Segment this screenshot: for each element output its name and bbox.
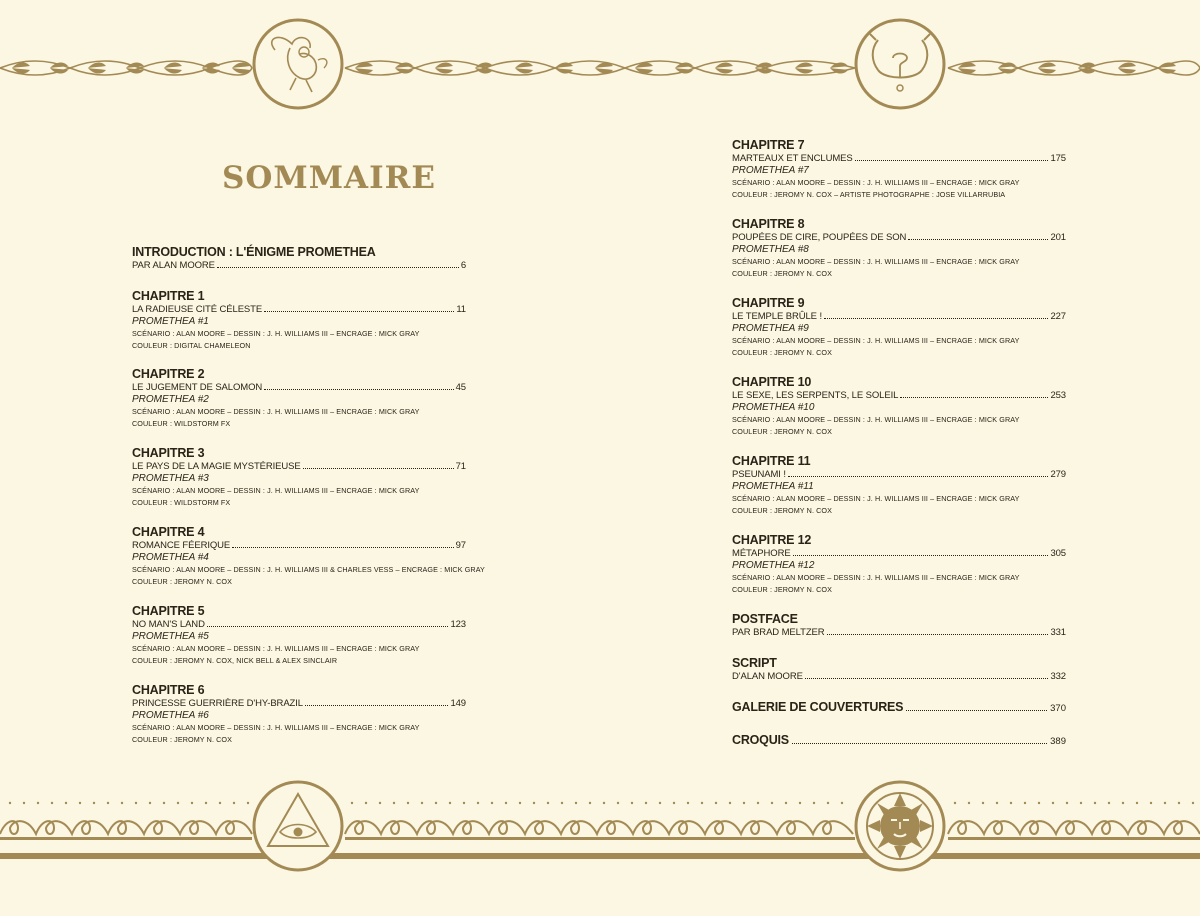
page-number: 227 bbox=[1050, 311, 1066, 322]
toc-entry-chapter[interactable] bbox=[132, 367, 466, 430]
toc-entry-croquis[interactable] bbox=[732, 733, 1066, 748]
vine-top-right bbox=[948, 61, 1200, 75]
chapter-title: NO MAN'S LAND bbox=[132, 619, 205, 630]
dotted-border-bottom bbox=[9, 802, 1194, 804]
series-issue: PROMETHEA #9 bbox=[732, 323, 809, 334]
chapter-title-row bbox=[732, 390, 1066, 402]
chapter-title-row bbox=[132, 619, 466, 631]
eye-of-providence-icon bbox=[254, 782, 342, 870]
dot-leader bbox=[906, 710, 1047, 711]
creator-credits: SCÉNARIO : ALAN MOORE – DESSIN : J. H. WILLIAMS III – ENCRAGE : MICK GRAY bbox=[132, 644, 420, 653]
toc-entry-chapter[interactable] bbox=[132, 604, 466, 667]
toc-entry-chapter[interactable] bbox=[132, 289, 466, 352]
dot-leader bbox=[217, 267, 459, 268]
page-number: 175 bbox=[1050, 153, 1066, 164]
chapter-label: CHAPITRE 3 bbox=[132, 446, 205, 460]
toc-entry-chapter[interactable] bbox=[732, 454, 1066, 517]
wave-border-bottom bbox=[0, 821, 1200, 859]
color-credit: COULEUR : JEROMY N. COX bbox=[132, 735, 233, 744]
color-credit: COULEUR : JEROMY N. COX bbox=[732, 427, 833, 436]
dot-leader bbox=[264, 311, 454, 312]
vine-top-left bbox=[0, 61, 252, 75]
vine-top-middle bbox=[345, 61, 855, 75]
caduceus-sigil-icon bbox=[856, 20, 944, 108]
dot-leader bbox=[824, 318, 1048, 319]
toc-entry-galerie[interactable] bbox=[732, 700, 1066, 715]
chapter-title-row bbox=[732, 153, 1066, 165]
color-credit: COULEUR : JEROMY N. COX – ARTISTE PHOTOGRAPHE : JOSE VILLARRUBIA bbox=[732, 190, 1006, 199]
creator-credits: SCÉNARIO : ALAN MOORE – DESSIN : J. H. WILLIAMS III – ENCRAGE : MICK GRAY bbox=[732, 336, 1020, 345]
chapter-label: CHAPITRE 7 bbox=[732, 138, 805, 152]
chapter-label: CHAPITRE 12 bbox=[732, 533, 812, 547]
chapter-label: CHAPITRE 1 bbox=[132, 289, 205, 303]
page-number: 97 bbox=[455, 540, 466, 551]
entry-subtitle: PAR ALAN MOORE bbox=[132, 260, 215, 271]
chapter-title: LE SEXE, LES SERPENTS, LE SOLEIL bbox=[732, 390, 899, 401]
dot-leader bbox=[788, 476, 1049, 477]
dot-leader bbox=[303, 468, 454, 469]
page-number: 201 bbox=[1050, 232, 1066, 243]
chapter-title: MARTEAUX ET ENCLUMES bbox=[732, 153, 853, 164]
chapter-title-row bbox=[732, 311, 1066, 323]
color-credit: COULEUR : WILDSTORM FX bbox=[132, 419, 231, 428]
page-number: 6 bbox=[460, 260, 466, 271]
chapter-title-row bbox=[732, 469, 1066, 481]
toc-entry-chapter[interactable] bbox=[732, 375, 1066, 438]
series-issue: PROMETHEA #3 bbox=[132, 473, 209, 484]
toc-entry-chapter[interactable] bbox=[732, 533, 1066, 596]
color-credit: COULEUR : JEROMY N. COX, NICK BELL & ALEX SINCLAIR bbox=[132, 656, 338, 665]
chapter-title: LE JUGEMENT DE SALOMON bbox=[132, 382, 263, 393]
chapter-title: LE TEMPLE BRÛLE ! bbox=[732, 311, 822, 322]
creator-credits: SCÉNARIO : ALAN MOORE – DESSIN : J. H. WILLIAMS III – ENCRAGE : MICK GRAY bbox=[732, 494, 1020, 503]
chapter-label: CHAPITRE 9 bbox=[732, 296, 805, 310]
chapter-title: ROMANCE FÉERIQUE bbox=[132, 540, 231, 551]
color-credit: COULEUR : JEROMY N. COX bbox=[732, 585, 833, 594]
page-number: 71 bbox=[455, 461, 466, 472]
color-credit: COULEUR : JEROMY N. COX bbox=[132, 577, 233, 586]
dot-leader bbox=[855, 160, 1049, 161]
series-issue: PROMETHEA #5 bbox=[132, 631, 209, 642]
chapter-label: CHAPITRE 5 bbox=[132, 604, 205, 618]
creator-credits: SCÉNARIO : ALAN MOORE – DESSIN : J. H. WILLIAMS III – ENCRAGE : MICK GRAY bbox=[732, 257, 1020, 266]
chapter-title-row bbox=[132, 540, 466, 552]
chapter-label: CHAPITRE 2 bbox=[132, 367, 205, 381]
chapter-label: CHAPITRE 4 bbox=[132, 525, 205, 539]
chapter-title-row bbox=[732, 232, 1066, 244]
chapter-title-row bbox=[132, 461, 466, 473]
dot-leader bbox=[264, 389, 454, 390]
creator-credits: SCÉNARIO : ALAN MOORE – DESSIN : J. H. WILLIAMS III – ENCRAGE : MICK GRAY bbox=[132, 407, 420, 416]
chapter-title: PRINCESSE GUERRIÈRE D'HY-BRAZIL bbox=[132, 698, 303, 709]
series-issue: PROMETHEA #7 bbox=[732, 165, 809, 176]
color-credit: COULEUR : JEROMY N. COX bbox=[732, 348, 833, 357]
series-issue: PROMETHEA #11 bbox=[732, 481, 814, 492]
color-credit: COULEUR : JEROMY N. COX bbox=[732, 506, 833, 515]
dot-leader bbox=[305, 705, 448, 706]
chapter-title-row bbox=[732, 548, 1066, 560]
toc-entry-chapter[interactable] bbox=[132, 446, 466, 509]
page-number: 253 bbox=[1050, 390, 1066, 401]
page-number: 331 bbox=[1050, 627, 1066, 638]
toc-entry-chapter[interactable] bbox=[132, 525, 485, 588]
creator-credits: SCÉNARIO : ALAN MOORE – DESSIN : J. H. WILLIAMS III – ENCRAGE : MICK GRAY bbox=[132, 329, 420, 338]
chapter-title-row bbox=[132, 698, 466, 710]
series-issue: PROMETHEA #6 bbox=[132, 710, 209, 721]
chapter-label: CHAPITRE 8 bbox=[732, 217, 805, 231]
dot-leader bbox=[805, 678, 1049, 679]
chapter-title: MÉTAPHORE bbox=[732, 548, 791, 559]
creator-credits: SCÉNARIO : ALAN MOORE – DESSIN : J. H. WILLIAMS III – ENCRAGE : MICK GRAY bbox=[132, 723, 420, 732]
page-number: 149 bbox=[450, 698, 466, 709]
toc-entry-script[interactable] bbox=[732, 656, 1066, 683]
dot-leader bbox=[827, 634, 1049, 635]
entry-heading: GALERIE DE COUVERTURES bbox=[732, 700, 904, 714]
page-number: 45 bbox=[455, 382, 466, 393]
creator-credits: SCÉNARIO : ALAN MOORE – DESSIN : J. H. WILLIAMS III & CHARLES VESS – ENCRAGE : MICK GRAY bbox=[132, 565, 485, 574]
page-number: 332 bbox=[1050, 671, 1066, 682]
chapter-title-row bbox=[132, 304, 466, 316]
entry-heading-row bbox=[732, 700, 1066, 715]
entry-subtitle-row bbox=[732, 671, 1066, 683]
page-number: 305 bbox=[1050, 548, 1066, 559]
chapter-title: PSEUNAMI ! bbox=[732, 469, 786, 480]
entry-heading-row bbox=[732, 733, 1066, 748]
dot-leader bbox=[207, 626, 449, 627]
color-credit: COULEUR : DIGITAL CHAMELEON bbox=[132, 341, 251, 350]
toc-entry-chapter[interactable] bbox=[732, 217, 1066, 280]
entry-subtitle-row bbox=[132, 260, 466, 272]
toc-entry-introduction[interactable] bbox=[132, 245, 466, 272]
creator-credits: SCÉNARIO : ALAN MOORE – DESSIN : J. H. WILLIAMS III – ENCRAGE : MICK GRAY bbox=[732, 573, 1020, 582]
entry-heading: INTRODUCTION : L'ÉNIGME PROMETHEA bbox=[132, 245, 376, 259]
dot-leader bbox=[232, 547, 453, 548]
page-number: 11 bbox=[456, 304, 466, 315]
entry-heading: CROQUIS bbox=[732, 733, 789, 747]
toc-entry-chapter[interactable] bbox=[732, 296, 1066, 359]
series-issue: PROMETHEA #10 bbox=[732, 402, 815, 413]
sun-face-icon bbox=[856, 782, 944, 870]
dot-leader bbox=[792, 743, 1047, 744]
toc-entry-chapter[interactable] bbox=[732, 138, 1066, 201]
toc-entry-chapter[interactable] bbox=[132, 683, 466, 746]
page-number: 370 bbox=[1050, 703, 1066, 714]
page-number: 279 bbox=[1050, 469, 1066, 480]
creator-credits: SCÉNARIO : ALAN MOORE – DESSIN : J. H. WILLIAMS III – ENCRAGE : MICK GRAY bbox=[132, 486, 420, 495]
entry-subtitle: PAR BRAD MELTZER bbox=[732, 627, 825, 638]
page-number: 123 bbox=[450, 619, 466, 630]
series-issue: PROMETHEA #2 bbox=[132, 394, 209, 405]
dot-leader bbox=[908, 239, 1048, 240]
chapter-label: CHAPITRE 6 bbox=[132, 683, 205, 697]
creator-credits: SCÉNARIO : ALAN MOORE – DESSIN : J. H. WILLIAMS III – ENCRAGE : MICK GRAY bbox=[732, 178, 1020, 187]
chapter-label: CHAPITRE 10 bbox=[732, 375, 812, 389]
dot-leader bbox=[793, 555, 1049, 556]
entry-subtitle: D'ALAN MOORE bbox=[732, 671, 803, 682]
chapter-title: LA RADIEUSE CITÉ CÉLESTE bbox=[132, 304, 263, 315]
entry-heading: SCRIPT bbox=[732, 656, 777, 670]
series-issue: PROMETHEA #1 bbox=[132, 316, 209, 327]
chapter-title-row bbox=[132, 382, 466, 394]
toc-entry-postface[interactable] bbox=[732, 612, 1066, 639]
creator-credits: SCÉNARIO : ALAN MOORE – DESSIN : J. H. WILLIAMS III – ENCRAGE : MICK GRAY bbox=[732, 415, 1020, 424]
chapter-title: POUPÉES DE CIRE, POUPÉES DE SON bbox=[732, 232, 907, 243]
series-issue: PROMETHEA #12 bbox=[732, 560, 815, 571]
color-credit: COULEUR : JEROMY N. COX bbox=[732, 269, 833, 278]
series-issue: PROMETHEA #8 bbox=[732, 244, 809, 255]
page-number: 389 bbox=[1050, 736, 1066, 747]
color-credit: COULEUR : WILDSTORM FX bbox=[132, 498, 231, 507]
dot-leader bbox=[900, 397, 1048, 398]
chapter-label: CHAPITRE 11 bbox=[732, 454, 811, 468]
entry-heading: POSTFACE bbox=[732, 612, 798, 626]
chapter-title: LE PAYS DE LA MAGIE MYSTÉRIEUSE bbox=[132, 461, 301, 472]
page-title: SOMMAIRE bbox=[222, 160, 436, 196]
series-issue: PROMETHEA #4 bbox=[132, 552, 209, 563]
entry-subtitle-row bbox=[732, 627, 1066, 639]
cherub-icon bbox=[254, 20, 342, 108]
